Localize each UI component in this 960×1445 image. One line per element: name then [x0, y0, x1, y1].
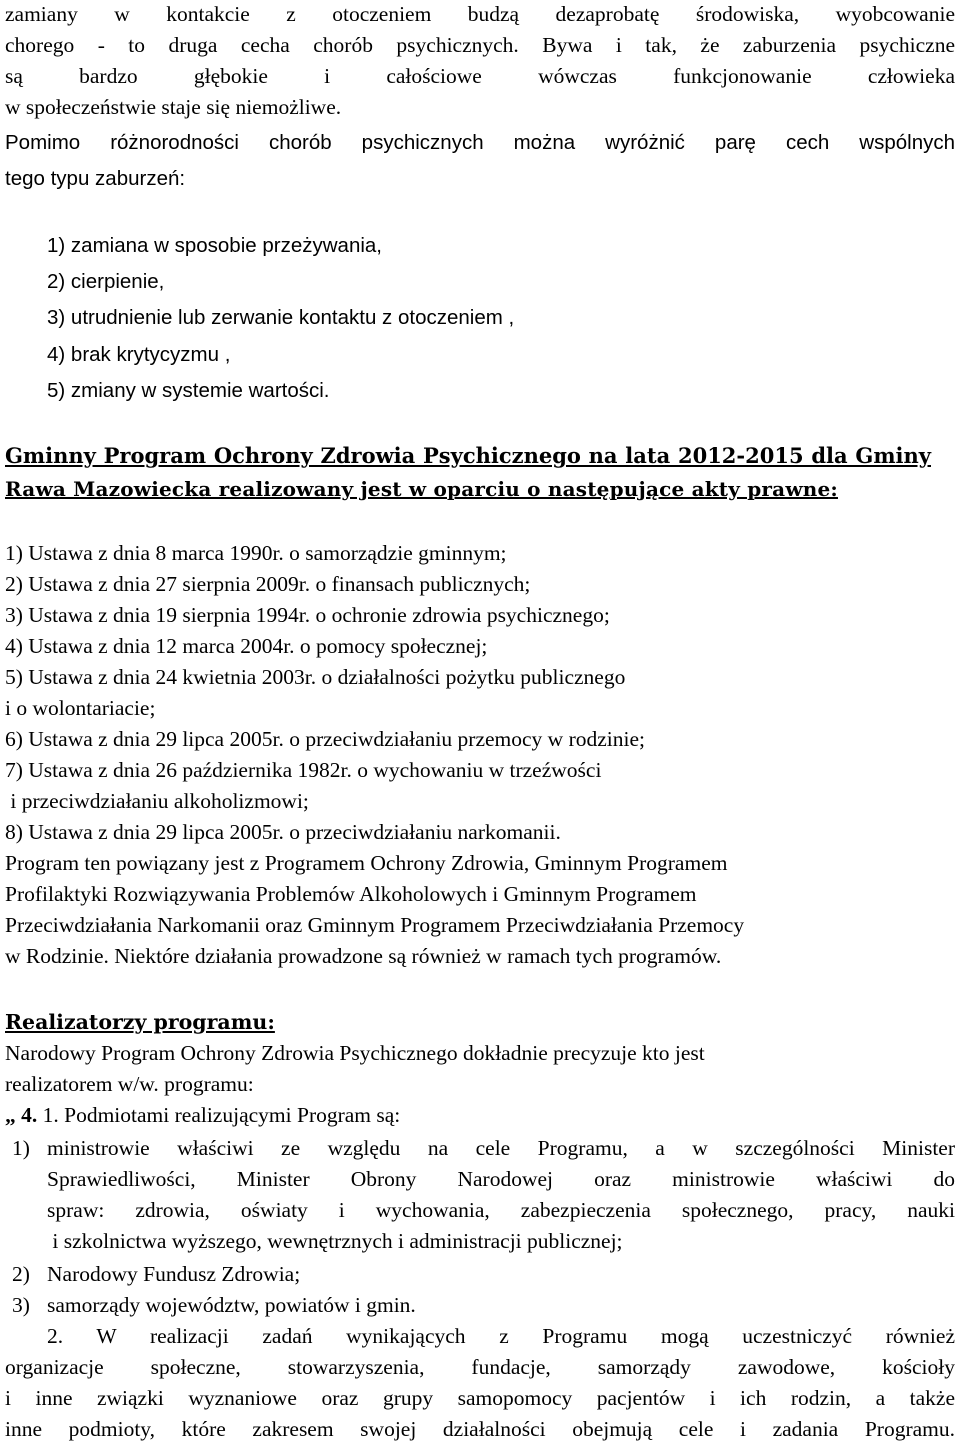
- realizer-item-2-text: Narodowy Fundusz Zdrowia;: [47, 1262, 301, 1286]
- realizer-item-1-line-2: Sprawiedliwości, Minister Obrony Narodowej oraz ministrowie właściwi do: [47, 1167, 955, 1191]
- p2-line-2: organizacje społeczne, stowarzyszenia, fundacje, samorządy zawodowe, kościoły: [5, 1355, 955, 1379]
- realizers-line-2: realizatorem w/w. programu:: [5, 1072, 254, 1096]
- act-item-1: 1) Ustawa z dnia 8 marca 1990r. o samorządzie gminnym;: [5, 541, 507, 565]
- intro-line-6: tego typu zaburzeń:: [5, 167, 186, 190]
- feature-item-4: 4) brak krytycyzmu ,: [47, 343, 231, 366]
- quote-text: 1. Podmiotami realizującymi Program są:: [37, 1103, 401, 1127]
- realizer-item-3-number: 3): [12, 1293, 30, 1317]
- realizer-item-1-number: 1): [12, 1136, 30, 1160]
- p2-line-3: i inne związki wyznaniowe oraz grupy samopomocy pacjentów i ich rodzin, a także: [5, 1386, 955, 1410]
- feature-item-1: 1) zamiana w sposobie przeżywania,: [47, 234, 382, 257]
- related-line-1: Program ten powiązany jest z Programem Ochrony Zdrowia, Gminnym Programem: [5, 851, 728, 875]
- intro-line-4: w społeczeństwie staje się niemożliwe.: [5, 95, 342, 119]
- intro-line-3: są bardzo głębokie i całościowe wówczas funkcjonowanie człowieka: [5, 64, 955, 88]
- program-heading-line-1: Gminny Program Ochrony Zdrowia Psychicznego na lata 2012-2015 dla Gminy: [5, 443, 931, 468]
- related-line-2: Profilaktyki Rozwiązywania Problemów Alkoholowych i Gminnym Programem: [5, 882, 697, 906]
- act-item-2: 2) Ustawa z dnia 27 sierpnia 2009r. o finansach publicznych;: [5, 572, 531, 596]
- act-item-5: 5) Ustawa z dnia 24 kwietnia 2003r. o działalności pożytku publicznego: [5, 665, 626, 689]
- act-item-7-cont: i przeciwdziałaniu alkoholizmowi;: [5, 789, 309, 813]
- related-line-4: w Rodzinie. Niektóre działania prowadzone są również w ramach tych programów.: [5, 944, 722, 968]
- quote-section-number: „ 4.: [5, 1103, 38, 1127]
- intro-line-5: Pomimo różnorodności chorób psychicznych można wyróżnić parę cech wspólnych: [5, 131, 955, 154]
- act-item-3: 3) Ustawa z dnia 19 sierpnia 1994r. o ochronie zdrowia psychicznego;: [5, 603, 610, 627]
- realizer-item-3-text: samorządy województw, powiatów i gmin.: [47, 1293, 416, 1317]
- p2-line-1: 2. W realizacji zadań wynikających z Programu mogą uczestniczyć również: [47, 1324, 955, 1348]
- realizers-heading: Realizatorzy programu:: [5, 1010, 275, 1034]
- realizer-item-1-line-1: ministrowie właściwi ze względu na cele Programu, a w szczególności Minister: [47, 1136, 955, 1160]
- feature-item-3: 3) utrudnienie lub zerwanie kontaktu z otoczeniem ,: [47, 306, 515, 329]
- intro-line-2: chorego - to druga cecha chorób psychicznych. Bywa i tak, że zaburzenia psychiczne: [5, 33, 955, 57]
- program-heading-line-2: Rawa Mazowiecka realizowany jest w oparciu o następujące akty prawne:: [5, 477, 838, 501]
- act-item-6: 6) Ustawa z dnia 29 lipca 2005r. o przeciwdziałaniu przemocy w rodzinie;: [5, 727, 645, 751]
- realizers-line-1: Narodowy Program Ochrony Zdrowia Psychicznego dokładnie precyzuje kto jest: [5, 1041, 705, 1065]
- act-item-5-cont: i o wolontariacie;: [5, 696, 156, 720]
- feature-item-2: 2) cierpienie,: [47, 270, 165, 293]
- realizers-quote: [5, 1100, 400, 1131]
- act-item-4: 4) Ustawa z dnia 12 marca 2004r. o pomocy społecznej;: [5, 634, 488, 658]
- act-item-7: 7) Ustawa z dnia 26 października 1982r. o wychowaniu w trzeźwości: [5, 758, 602, 782]
- realizer-item-1-line-3: spraw: zdrowia, oświaty i wychowania, zabezpieczenia społecznego, pracy, nauki: [47, 1198, 955, 1222]
- feature-item-5: 5) zmiany w systemie wartości.: [47, 379, 330, 402]
- intro-line-1: zamiany w kontakcie z otoczeniem budzą dezaprobatę środowiska, wyobcowanie: [5, 2, 955, 26]
- related-line-3: Przeciwdziałania Narkomanii oraz Gminnym Programem Przeciwdziałania Przemocy: [5, 913, 745, 937]
- realizer-item-2-number: 2): [12, 1262, 30, 1286]
- act-item-8: 8) Ustawa z dnia 29 lipca 2005r. o przeciwdziałaniu narkomanii.: [5, 820, 561, 844]
- realizer-item-1-line-4: i szkolnictwa wyższego, wewnętrznych i administracji publicznej;: [47, 1229, 623, 1253]
- p2-line-4: inne podmioty, które zakresem swojej działalności obejmują cele i zadania Programu.: [5, 1417, 955, 1441]
